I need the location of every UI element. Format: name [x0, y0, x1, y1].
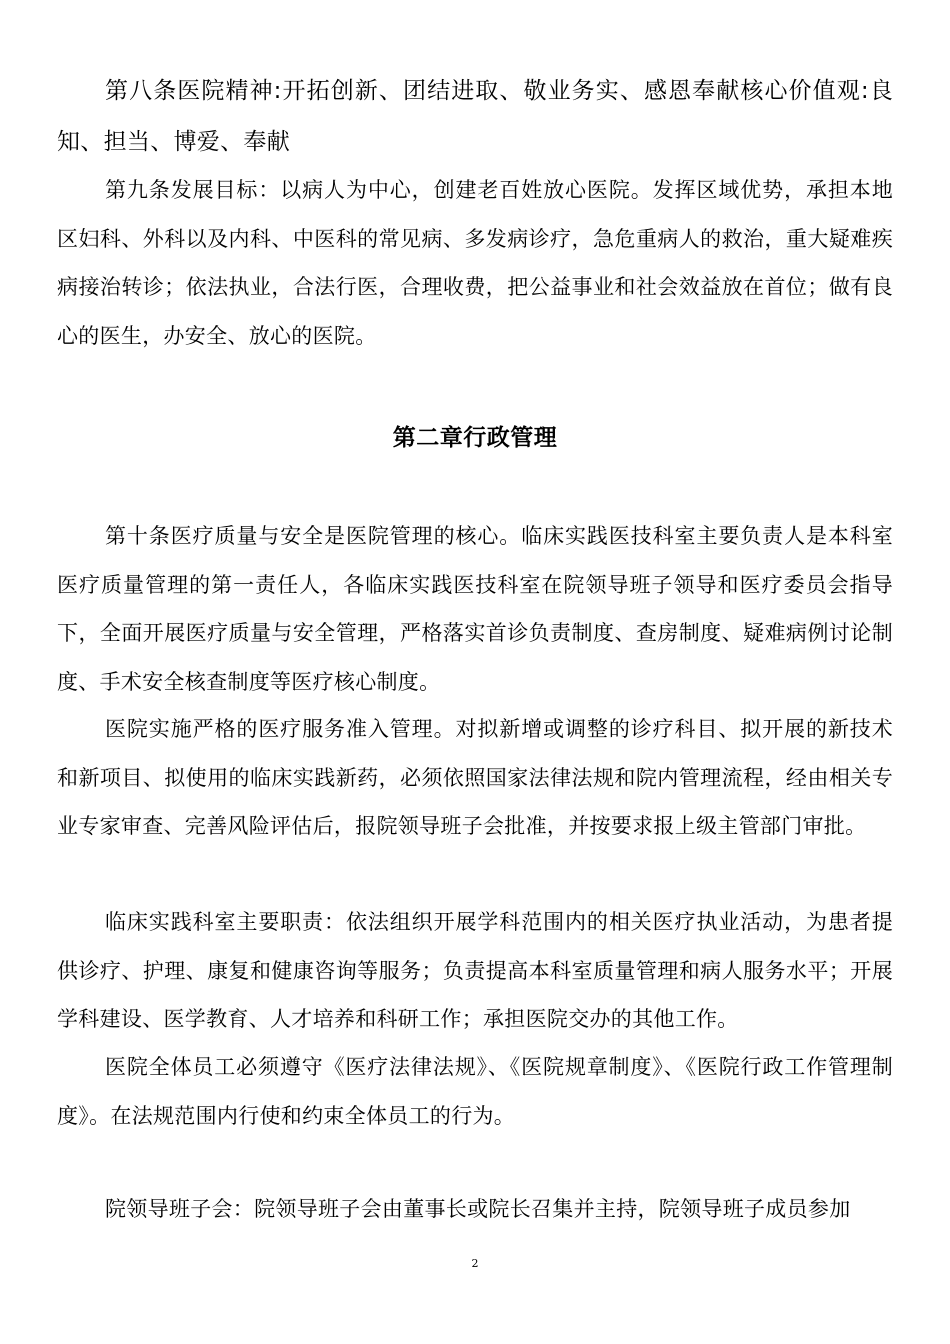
chapter-title: 第二章行政管理 [392, 425, 558, 451]
article-8-hospital-spirit: 第八条医院精神:开拓创新、团结进取、敬业务实、感恩奉献核心价值观:良知、担当、博爱、奉献 [57, 78, 893, 155]
staff-compliance: 医院全体员工必须遵守《医疗法律法规》、《医院规章制度》、《医院行政工作管理制度》。在法规范围内行使和约束全体员工的行为。 [57, 1055, 893, 1128]
page-number: 2 [471, 1257, 479, 1270]
leadership-meeting: 院领导班子会：院领导班子会由董事长或院长召集并主持，院领导班子成员参加 [105, 1197, 851, 1221]
service-access-management: 医院实施严格的医疗服务准入管理。对拟新增或调整的诊疗科目、拟开展的新技术和新项目、拟使用的临床实践新药，必须依照国家法律法规和院内管理流程，经由相关专业专家审查、完善风险评估后，报院领导班子会批准，并按要求报上级主管部门审批。 [57, 717, 893, 838]
clinical-department-duties: 临床实践科室主要职责：依法组织开展学科范围内的相关医疗执业活动，为患者提供诊疗、护理、康复和健康咨询等服务；负责提高本科室质量管理和病人服务水平；开展学科建设、医学教育、人才培养和科研工作；承担医院交办的其他工作。 [57, 910, 893, 1031]
article-9-development-goals: 第九条发展目标：以病人为中心，创建老百姓放心医院。发挥区域优势，承担本地区妇科、外科以及内科、中医科的常见病、多发病诊疗，急危重病人的救治，重大疑难疾病接治转诊；依法执业，合法行医，合理收费，把公益事业和社会效益放在首位；做有良心的医生，办安全、放心的医院。 [57, 178, 893, 348]
article-10-quality-safety: 第十条医疗质量与安全是医院管理的核心。临床实践医技科室主要负责人是本科室医疗质量管理的第一责任人，各临床实践医技科室在院领导班子领导和医疗委员会指导下，全面开展医疗质量与安全管理，严格落实首诊负责制度、查房制度、疑难病例讨论制度、手术安全核查制度等医疗核心制度。 [57, 524, 893, 694]
